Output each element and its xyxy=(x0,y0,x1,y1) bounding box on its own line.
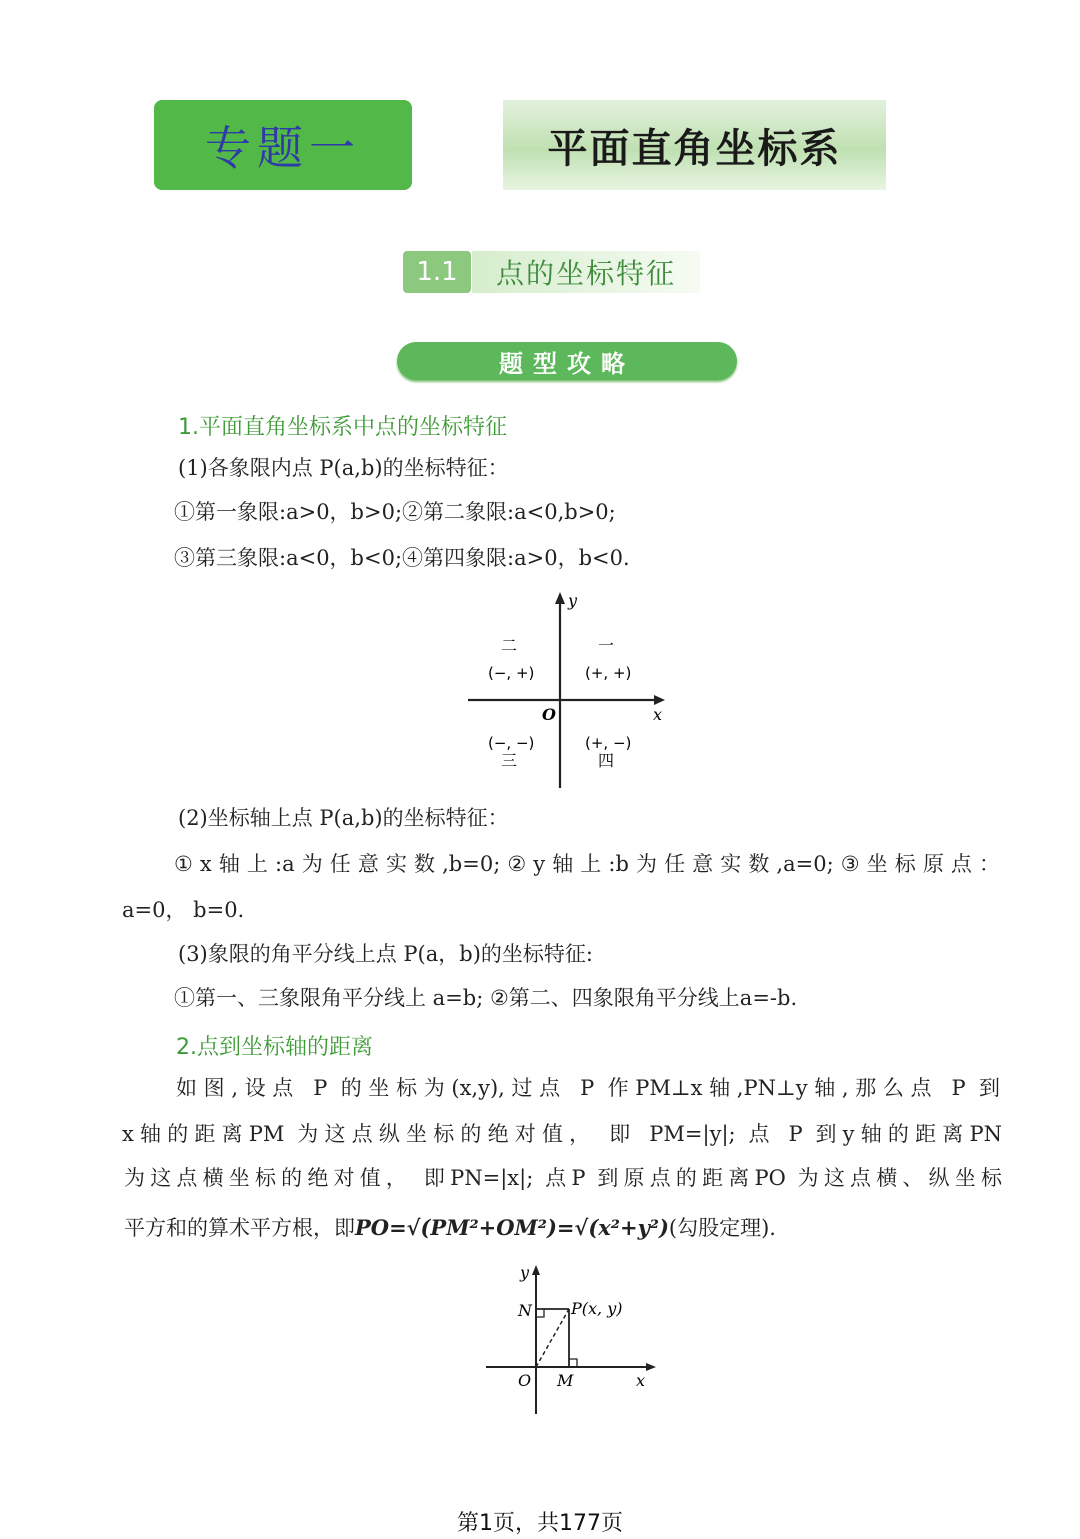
part1-sub1: (1)各象限内点 P(a,b)的坐标特征： xyxy=(178,456,509,480)
quadrant-4-name: 四 xyxy=(598,751,615,770)
quadrant-3-sign: (−, −) xyxy=(488,734,535,752)
distance-formula: PO=√(PM²+OM²)=√(x²+y²) xyxy=(355,1215,669,1240)
n-label: N xyxy=(518,1301,532,1320)
quadrant-rule-1-2: ①第一象限:a>0，b>0;②第二象限:a<0,b>0; xyxy=(174,500,616,524)
chapter-title: 平面直角坐标系 xyxy=(547,125,842,172)
y-axis-label: y xyxy=(568,591,578,610)
right-angle-m-icon xyxy=(569,1359,577,1367)
x-axis-label: x xyxy=(653,705,663,724)
section-title: 点的坐标特征 xyxy=(472,251,700,293)
quadrant-1-sign: (+, +) xyxy=(585,664,632,682)
distance-para-line1: 如图,设点 P 的坐标为(x,y),过点 P 作PM⊥x轴,PN⊥y轴,那么点 P 到 xyxy=(176,1076,1000,1100)
distance-para-prefix: 平方和的算术平方根，即 xyxy=(124,1216,355,1240)
quadrant-rule-3-4: ③第三象限:a<0，b<0;④第四象限:a>0，b<0. xyxy=(174,546,630,570)
axis-rule-line2: a=0， b=0. xyxy=(122,898,245,922)
chapter-title-bar xyxy=(503,100,886,190)
y-arrow-icon xyxy=(532,1265,540,1275)
topic-label: 专题一 xyxy=(205,121,361,175)
p-label: P(x, y) xyxy=(571,1299,623,1318)
m-label: M xyxy=(557,1371,574,1390)
x-axis-label: x xyxy=(636,1371,646,1390)
distance-para-suffix: (勾股定理). xyxy=(668,1216,776,1240)
part1-sub3: (3)象限的角平分线上点 P(a，b)的坐标特征: xyxy=(178,942,593,966)
distance-para-line4 xyxy=(124,1215,776,1241)
page-number: 第1页，共177页 xyxy=(457,1511,623,1536)
quadrant-4-sign: (+, −) xyxy=(585,734,632,752)
strategy-label: 题型攻略 xyxy=(397,342,737,380)
part1-sub2: (2)坐标轴上点 P(a,b)的坐标特征： xyxy=(178,806,509,830)
quadrant-1-name: 一 xyxy=(598,636,615,655)
section-number: 1.1 xyxy=(403,251,471,293)
quadrant-figure xyxy=(460,588,680,793)
topic-badge xyxy=(154,100,412,190)
part1-heading: 1.平面直角坐标系中点的坐标特征 xyxy=(178,415,507,440)
origin-label: O xyxy=(542,705,556,724)
quadrant-2-sign: (−, +) xyxy=(488,664,535,682)
y-arrow-icon xyxy=(555,592,565,604)
bisector-rule: ①第一、三象限角平分线上 a=b; ②第二、四象限角平分线上a=-b. xyxy=(174,986,798,1010)
quadrant-2-name: 二 xyxy=(501,636,518,655)
distance-para-line3: 为这点横坐标的绝对值， 即PN=|x|; 点P 到原点的距离PO 为这点横、纵坐标 xyxy=(124,1166,1002,1190)
part2-heading: 2.点到坐标轴的距离 xyxy=(176,1035,373,1060)
distance-figure xyxy=(480,1262,660,1417)
y-axis-label: y xyxy=(520,1263,530,1282)
x-arrow-icon xyxy=(646,1363,656,1371)
quadrant-3-name: 三 xyxy=(501,751,518,770)
right-angle-n-icon xyxy=(536,1309,544,1317)
segment-po xyxy=(536,1309,569,1367)
axis-rule-line1: ①x轴上:a为任意实数,b=0;②y轴上:b为任意实数,a=0;③坐标原点： xyxy=(174,852,1000,876)
origin-label: O xyxy=(518,1371,532,1390)
x-arrow-icon xyxy=(654,695,665,705)
distance-para-line2: x轴的距离PM 为这点纵坐标的绝对值， 即 PM=|y|; 点 P 到y轴的距离PN xyxy=(122,1122,1002,1146)
